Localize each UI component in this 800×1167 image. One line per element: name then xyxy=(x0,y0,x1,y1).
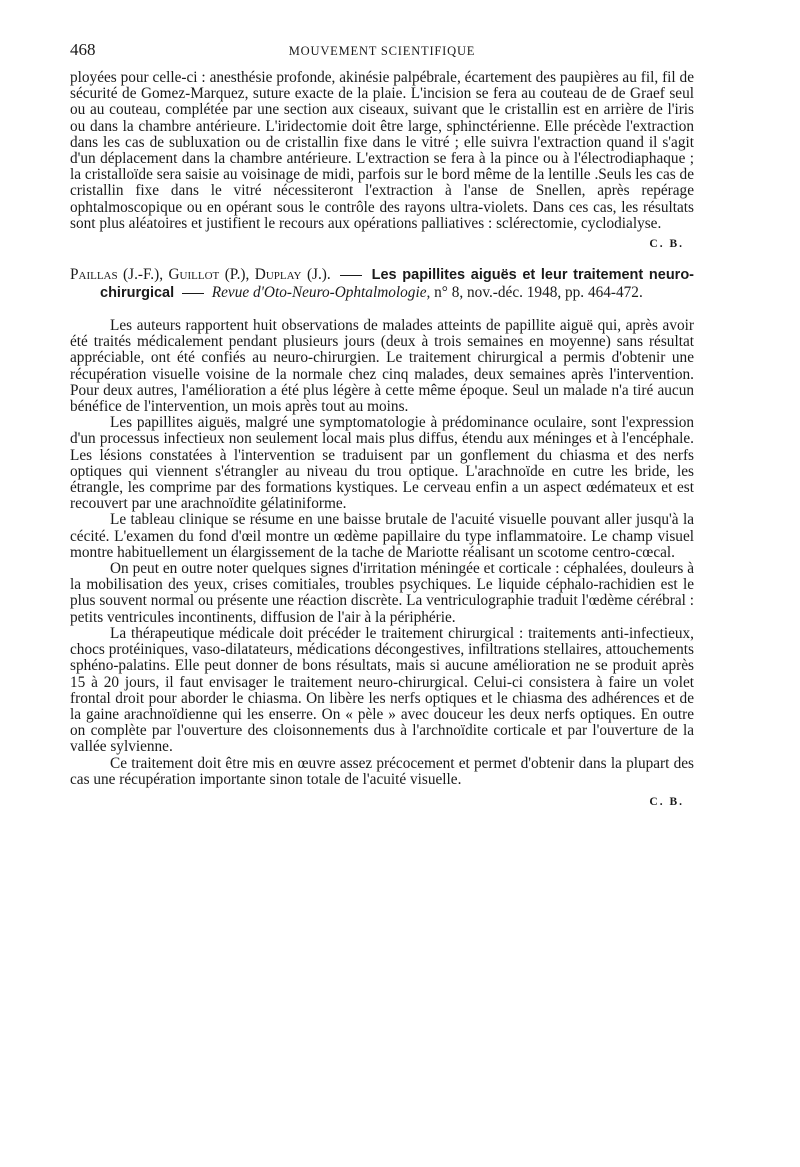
review-paragraph: Les papillites aiguës, malgré une symptomatologie à prédominance oculaire, sont l'expression d'un processus infectieux non seulement local mais plus diffus, étendu aux méninges et à l'encéphale. Les lésions constatées à l'intervention se traduisent par un gonflement du chiasma et des nerfs optiques qui viennent s'étrangler au niveau du trou optique. L'arachnoïde en cutre les bride, les étrangle, les comprime par des formations kystiques. Le cerveau enfin a un aspect œdémateux et est recouvert par une arachnoïdite gélatiniforme. xyxy=(70,414,694,513)
dash-separator xyxy=(182,293,204,294)
page-number: 468 xyxy=(70,40,96,59)
article-authors: Paillas (J.-F.), Guillot (P.), Duplay (J.). xyxy=(70,266,331,284)
page-header xyxy=(70,40,694,66)
running-head: MOUVEMENT SCIENTIFIQUE xyxy=(288,44,476,58)
journal-name: Revue d'Oto-Neuro-Ophtalmologie, xyxy=(211,284,431,302)
review-continuation-paragraph: ployées pour celle-ci : anesthésie profonde, akinésie palpébrale, écartement des paupières au fil, fil de sécurité de Gomez-Marquez, suture exacte de la plaie. L'incision se fera au couteau de de Graef seul ou au couteau, complétée par une section aux ciseaux, suivant que le cristallin est en arrière de l'iris ou dans la chambre antérieure. L'iridectomie doit être large, sphinctérienne. Elle précède l'extraction dans les cas de subluxation ou de cristallin fixe dans le vitré ; elle suivra l'extraction quand il s'agit d'un déplacement dans la chambre antérieure. L'extraction se fera à la pince ou à l'électrodiaphaque ; la cristalloïde sera saisie au voisinage de midi, parfois sur le bord même de la lentille .Seuls les cas de cristallin fixe dans le vitré nécessiteront l'extraction à l'anse de Snellen, après repérage ophtalmoscopique ou en opérant sous le contrôle des rayons ultra-violets. Dans ces cas, les résultats sont plus aléatoires et justifient le recours aux opérations palliatives : sclérectomie, cyclodialyse. xyxy=(70,69,694,232)
review-paragraph: Les auteurs rapportent huit observations de malades atteints de papillite aiguë qui, après avoir été traités médicalement pendant plusieurs jours (deux à trois semaines en moyenne) sans résultat appréciable, ont été confiés au neuro-chirurgien. Le traitement chirurgical a permis d'obtenir une récupération visuelle voisine de la normale chez cinq malades, deux semaines après l'intervention. Pour deux autres, l'amélioration a été plus légère à cette même époque. Seul un malade n'a tiré aucun bénéfice de l'intervention, un mois après tout au moins. xyxy=(70,317,694,416)
reviewer-initials: C. B. xyxy=(649,238,684,251)
review-paragraph: Ce traitement doit être mis en œuvre assez précocement et permet d'obtenir dans la plupart des cas une récupération importante sinon totale de l'acuité visuelle. xyxy=(70,754,694,788)
publication-details: n° 8, nov.-déc. 1948, pp. 464-472. xyxy=(434,284,643,302)
reviewer-initials: C. B. xyxy=(649,795,684,808)
review-paragraph: On peut en outre noter quelques signes d'irritation méningée et corticale : céphalées, douleurs à la mobilisation des yeux, crises comitiales, troubles psychiques. Le liquide céphalo-rachidien est le plus souvent normal ou présente une réaction discrète. La ventriculographie traduit l'œdème cérébral : petits ventricules incontinents, diffusion de l'air à la périphérie. xyxy=(70,560,694,626)
dash-separator xyxy=(340,275,362,276)
review-paragraph: La thérapeutique médicale doit précéder le traitement chirurgical : traitements anti-infectieux, chocs protéiniques, vaso-dilatateurs, médications décongestives, infiltrations stellaires, attouchements sphéno-palatins. Elle peut donner de bons résultats, mais si aucune amélioration ne se produit après 15 à 20 jours, il faut envisager le traitement neuro-chirurgical. Celui-ci consistera à faire un volet frontal droit pour aborder le chiasma. On libère les nerfs optiques et le chiasma des adhérences et de la gaine arachnoïdienne qui les enserre. On « pèle » avec douceur les deux nerfs optiques. En outre on complète par l'ouverture des cloisonnements dus à l'archnoïdite corticale et par l'ouverture de la vallée sylvienne. xyxy=(70,624,694,756)
article-title: Les papillites aiguës et leur traitement neuro-chirurgical xyxy=(100,267,695,302)
review-paragraph: Le tableau clinique se résume en une baisse brutale de l'acuité visuelle pouvant aller jusqu'à la cécité. L'examen du fond d'œil montre un œdème papillaire du type inflammatoire. Le champ visuel montre habituellement un élargissement de la tache de Mariotte réalisant un scotome centro-cœcal. xyxy=(70,511,694,561)
article-reference xyxy=(70,266,694,302)
